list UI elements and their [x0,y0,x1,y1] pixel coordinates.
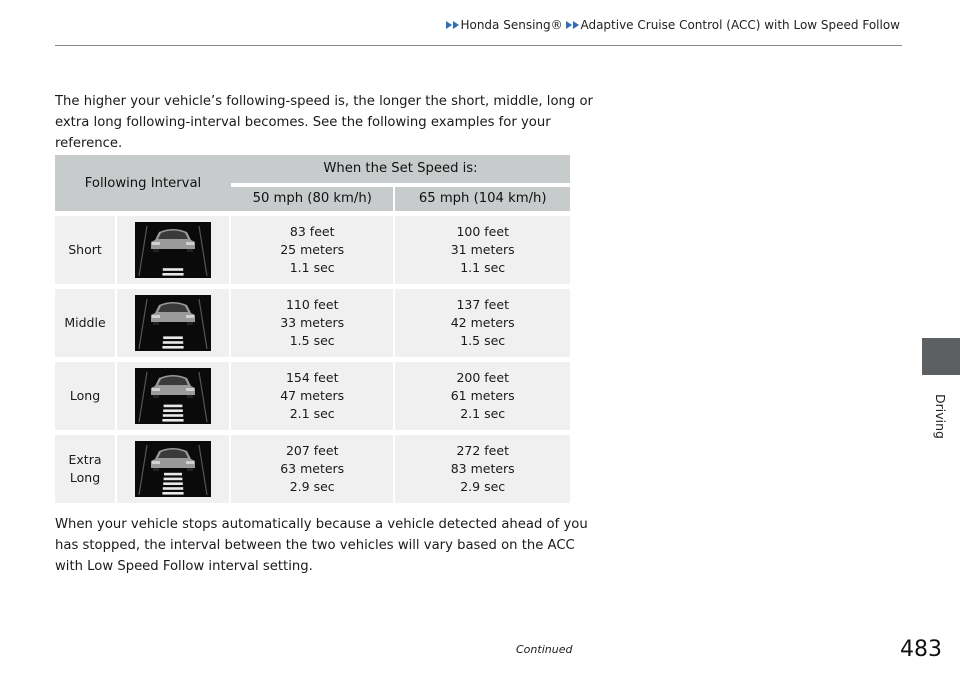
car-taillight [186,461,194,464]
breadcrumb [0,18,900,32]
value-cell: 137 feet 42 meters 1.5 sec [393,289,570,357]
lane-line [139,226,147,276]
table-row-short [55,216,570,284]
header-rule [55,45,902,46]
table-row-middle [55,289,570,357]
arrow-icon [453,21,459,29]
lane-line [139,299,147,349]
car-wheel [187,322,193,325]
breadcrumb-topic: Adaptive Cruise Control (ACC) with Low Speed Follow [580,18,900,32]
continued-label: Continued [516,643,573,656]
value-cell: 110 feet 33 meters 1.5 sec [231,289,393,357]
table-row-extra-long [55,435,570,503]
interval-bar [162,492,183,495]
row-label: Long [55,362,115,430]
value-cell: 200 feet 61 meters 2.1 sec [393,362,570,430]
value-cell: 272 feet 83 meters 2.9 sec [393,435,570,503]
intro-paragraph: The higher your vehicle’s following-speed is, the longer the short, middle, long or extra long following-interval becomes. See the following examples for your reference. [55,94,593,151]
lane-line [139,445,147,495]
car-interval-icon [135,295,211,351]
car-taillight [186,315,194,318]
arrow-icon [566,21,572,29]
car-taillight [152,315,160,318]
car-taillight [152,388,160,391]
value-cell: 154 feet 47 meters 2.1 sec [231,362,393,430]
car-interval-icon [135,441,211,497]
interval-bar [162,346,183,349]
car-interval-icon [135,368,211,424]
car-taillight [152,242,160,245]
interval-bar [164,478,183,481]
interval-bar [162,273,183,276]
row-label: Extra Long [55,435,115,503]
following-interval-table [55,155,570,503]
header-following-interval: Following Interval [55,155,231,211]
header-speed-65: 65 mph (104 km/h) [393,187,570,211]
header-set-speed: When the Set Speed is: [231,155,570,187]
car-wheel [153,395,159,398]
value-cell: 207 feet 63 meters 2.9 sec [231,435,393,503]
car-interval-icon [135,222,211,278]
arrow-icon [573,21,579,29]
car-taillight [186,242,194,245]
interval-bar [164,473,182,476]
lane-line [199,445,207,495]
value-cell: 100 feet 31 meters 1.1 sec [393,216,570,284]
interval-bar [163,409,183,412]
lane-line [199,299,207,349]
value-cell: 83 feet 25 meters 1.1 sec [231,216,393,284]
table-row-long [55,362,570,430]
lane-line [139,372,147,422]
side-tab [922,338,960,375]
car-taillight [186,388,194,391]
side-tab-label: Driving [933,394,948,439]
outro-paragraph: When your vehicle stops automatically because a vehicle detected ahead of you has stopped, the interval between the two vehicles will vary based on the ACC with Low Speed Follow interval setting. [55,517,588,574]
car-wheel [187,249,193,252]
interval-bar [163,268,183,271]
car-wheel [153,468,159,471]
arrow-icon [446,21,452,29]
interval-bar [163,341,183,344]
interval-bar [164,405,183,408]
interval-bar [163,482,183,485]
interval-bar [163,414,183,417]
header-speed-50: 50 mph (80 km/h) [231,187,393,211]
row-label: Middle [55,289,115,357]
breadcrumb-section: Honda Sensing® [460,18,563,32]
lane-line [199,226,207,276]
row-label: Short [55,216,115,284]
lane-line [199,372,207,422]
car-wheel [187,395,193,398]
car-wheel [187,468,193,471]
car-taillight [152,461,160,464]
car-wheel [153,249,159,252]
interval-bar [163,336,183,339]
interval-bar [163,487,183,490]
car-wheel [153,322,159,325]
page-number: 483 [900,637,942,662]
interval-bar [162,419,183,422]
